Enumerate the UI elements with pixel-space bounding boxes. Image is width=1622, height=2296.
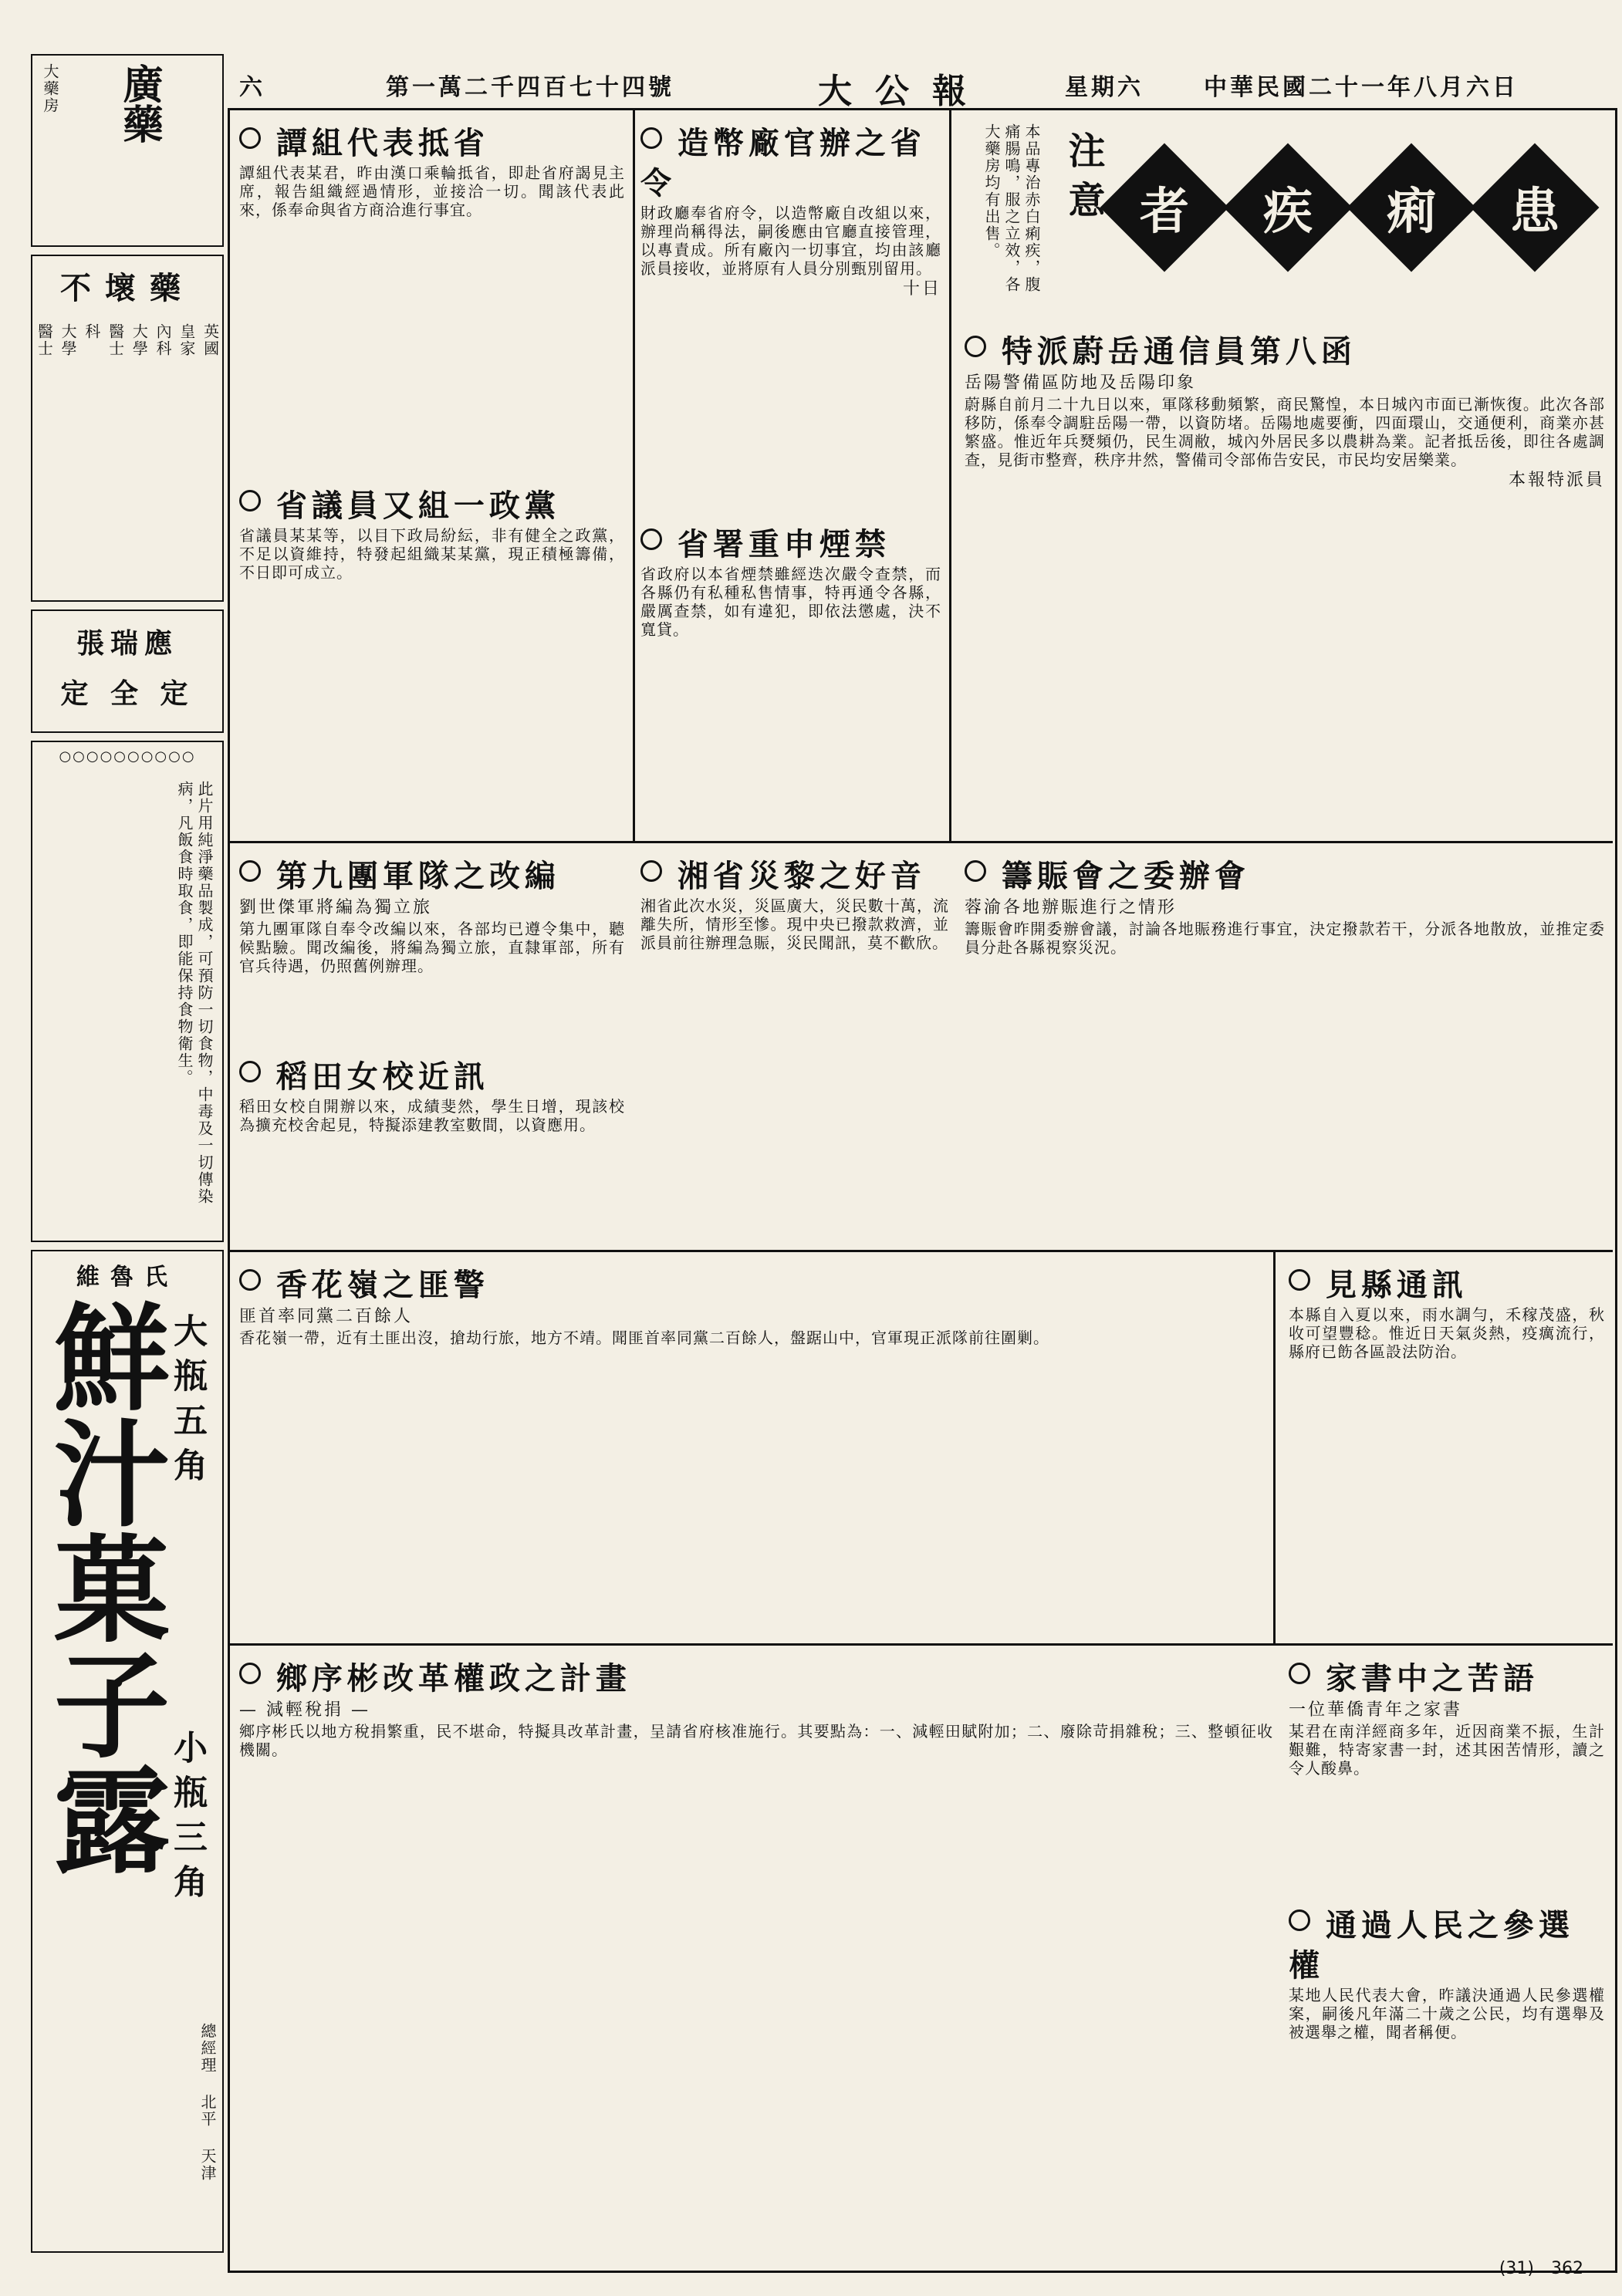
headline: 通過人民之參選權 (1289, 1907, 1574, 1984)
banner-char-1: 患 (1471, 144, 1600, 272)
headline: 省署重申煙禁 (640, 525, 941, 565)
circles-row: ○○○○○○○○○○ (59, 748, 196, 765)
article-see-county (1289, 1265, 1605, 1636)
hospital-item: 英國 (201, 323, 220, 357)
article-xianghua (239, 1265, 1265, 1636)
article-body: 湘省此次水災，災區廣大，災民數十萬，流離失所，情形至慘。現中央已撥款救濟，並派員前往辦理急賑，災民聞訊，莫不歡欣。 (640, 896, 949, 952)
article-body: 本縣自入夏以來，雨水調勻，禾稼茂盛，秋收可望豐稔。惟近日天氣炎熱，疫癘流行，縣府已飭各區設法防治。 (1289, 1305, 1605, 1361)
left-ad-column (31, 54, 224, 2268)
subhead: 一位華僑青年之家書 (1289, 1700, 1463, 1720)
rule-row-3 (228, 1643, 1613, 1646)
hospital-list (32, 323, 222, 357)
headline: 省議員又組一政黨 (239, 486, 625, 526)
juice-price-small: 小瓶三角 (167, 1730, 207, 1909)
article-body: 省政府以本省煙禁雖經迭次嚴令查禁，而各縣仍有私種私售情事，特再通令各縣，嚴厲查禁，如有違犯，即依法懲處，決不寬貸。 (640, 565, 941, 639)
hospital-item: 大學 (130, 323, 149, 357)
zhang-ad (31, 609, 224, 733)
rule-col-c (1273, 1250, 1276, 1643)
article-ninth-division (239, 856, 625, 1049)
article-body: 蔚縣自前月二十九日以來，軍隊移動頻繁，商民驚惶，本日城內市面已漸恢復。此次各部移防，係奉令調駐岳陽一帶，以資防堵。岳陽地處要衝，四面環山，交通便利，商業亦甚繁盛。惟近年兵燹頻仍，民生凋敝，城內外居民多以農耕為業。記者抵岳後，即往各處調查，見街市整齊，秩序井然，警備司令部佈告安民，市民均安居樂業。 (965, 395, 1605, 469)
hospital-item: 大學 (59, 323, 78, 357)
headline: 鄉序彬改革權政之計畫 (239, 1659, 1273, 1699)
juice-ad (31, 1250, 224, 2253)
dysentery-banner (949, 116, 1613, 324)
pharmacy-ad (31, 54, 224, 247)
headline: 香花嶺之匪警 (239, 1265, 1265, 1305)
article-body: 第九團軍隊自奉令改編以來，各部均已遵令集中，聽候點驗。聞改編後，將編為獨立旅，直隸軍部，所有官兵待遇，仍照舊例辦理。 (239, 920, 625, 975)
article-mint (640, 123, 941, 509)
article-body: 某地人民代表大會，昨議決通過人民參選權案，嗣後凡年滿二十歲之公民，均有選舉及被選舉之權，聞者稱便。 (1289, 1986, 1605, 2041)
banner-note: 注意 (1062, 131, 1105, 230)
headline: 譚組代表抵省 (239, 123, 625, 164)
banner-char-4: 者 (1100, 144, 1229, 272)
subhead: — 減輕稅捐 — (239, 1700, 370, 1720)
headline: 稻田女校近訊 (239, 1057, 625, 1097)
subhead: 匪首率同黨二百餘人 (239, 1307, 414, 1326)
article-xiangxu-reform (239, 1659, 1273, 2253)
page-code: (31) 362 (1499, 2259, 1583, 2278)
juice-brand: 維魯氏 (76, 1264, 178, 1291)
article-traveler (1289, 1906, 1605, 2253)
masthead-weekday: 星期六 (1065, 74, 1144, 101)
bad-medicine-ad (31, 255, 224, 602)
article-relief (965, 856, 1605, 1242)
sanitary-ad (31, 741, 224, 1242)
article-body: 省議員某某等，以目下政局紛紜，非有健全之政黨，不足以資維持，特發起組織某某黨，現正積極籌備，不日即可成立。 (239, 526, 625, 582)
hospital-item: 醫士 (35, 323, 54, 357)
article-body: 某君在南洋經商多年，近因商業不振，生計艱難，特寄家書一封，述其困苦情形，讀之令人酸鼻。 (1289, 1722, 1605, 1778)
hospital-item: 醫士 (106, 323, 125, 357)
article-body: 香花嶺一帶，近有土匪出沒，搶劫行旅，地方不靖。聞匪首率同黨二百餘人，盤踞山中，官軍現正派隊前往圍剿。 (239, 1329, 1049, 1347)
byline: 十日 (902, 279, 941, 299)
article-hunan (640, 856, 949, 1242)
article-special-correspondent (965, 332, 1605, 833)
subhead: 劉世傑軍將編為獨立旅 (239, 898, 433, 917)
article-family-letter (1289, 1659, 1605, 1890)
juice-price-big: 大瓶五角 (167, 1313, 207, 1492)
headline: 湘省災黎之好音 (640, 856, 949, 896)
pharmacy-name: 廣藥 (116, 63, 163, 144)
masthead-title: 大公報 (818, 72, 989, 111)
bad-medicine-title: 不壞藥 (60, 270, 194, 306)
article-committee (239, 486, 625, 833)
headline: 家書中之苦語 (1289, 1659, 1605, 1699)
rule-row-2 (228, 1250, 1613, 1252)
sanitary-text: 此片用純淨藥品製成，可預防一切食物，中毒及一切傳染病，凡飯食時取食，即能保持食物衛生。 (175, 781, 214, 1205)
masthead-issue: 第一萬二千四百七十四號 (386, 74, 674, 101)
article-body: 鄉序彬氏以地方稅捐繁重，民不堪命，特擬具改革計畫，呈請省府核准施行。其要點為：一、減輕田賦附加；二、廢除苛捐雜稅；三、整頓征收機關。 (239, 1722, 1273, 1759)
banner-side-text: 本品專治赤白痢疾，腹痛腸鳴，服之立效，各大藥房均有出售。 (982, 123, 1041, 293)
article-body: 譚組代表某君，昨由漢口乘輪抵省，即赴省府謁見主席，報告組織經過情形，並接洽一切。聞該代表此來，係奉命與省方商洽進行事宜。 (239, 164, 625, 219)
masthead (231, 62, 1613, 111)
hospital-item: 科 (82, 323, 101, 340)
article-province-ban (640, 525, 941, 833)
article-body: 籌賑會昨開委辦會議，討論各地賑務進行事宜，決定撥款若干，分派各地散放，並推定委員分赴各縣視察災況。 (965, 920, 1605, 957)
masthead-page: 六 (239, 74, 265, 101)
byline: 本報特派員 (1508, 471, 1605, 490)
article-girls-school (239, 1057, 625, 1242)
headline: 見縣通訊 (1289, 1265, 1605, 1305)
zhang-name: 張瑞應 (76, 627, 178, 660)
juice-product: 鮮汁菓子露 (34, 1298, 170, 1876)
headline: 第九團軍隊之改編 (239, 856, 625, 896)
rule-row-1 (228, 841, 1613, 843)
hospital-item: 皇家 (177, 323, 196, 357)
masthead-date: 中華民國二十一年八月六日 (1204, 74, 1519, 101)
banner-char-3: 疾 (1224, 144, 1353, 272)
article-tan (239, 123, 625, 471)
headline: 籌賑會之委辦會 (965, 856, 1605, 896)
zhang-sub: 定 全 定 (60, 677, 194, 710)
banner-char-2: 痢 (1347, 144, 1476, 272)
hospital-item: 內科 (154, 323, 173, 357)
subhead: 蓉渝各地辦賑進行之情形 (965, 898, 1178, 917)
pharmacy-sub: 大藥房 (41, 63, 59, 114)
headline: 造幣廠官辦之省令 (640, 125, 926, 201)
subhead: 岳陽警備區防地及岳陽印象 (965, 373, 1197, 393)
article-body: 財政廳奉省府令，以造幣廠自改組以來，辦理尚稱得法，嗣後應由官廳直接管理，以專責成。所有廠內一切事宜，均由該廳派員接收，並將原有人員分別甄別留用。 (640, 204, 941, 278)
article-body: 稻田女校自開辦以來，成績斐然，學生日增，現該校為擴充校舍起見，特擬添建教室數間，以資應用。 (239, 1097, 625, 1134)
rule-col-b (633, 108, 635, 841)
headline: 特派蔚岳通信員第八函 (965, 332, 1605, 372)
juice-agents: 總經理 北平 天津 (198, 2023, 217, 2182)
